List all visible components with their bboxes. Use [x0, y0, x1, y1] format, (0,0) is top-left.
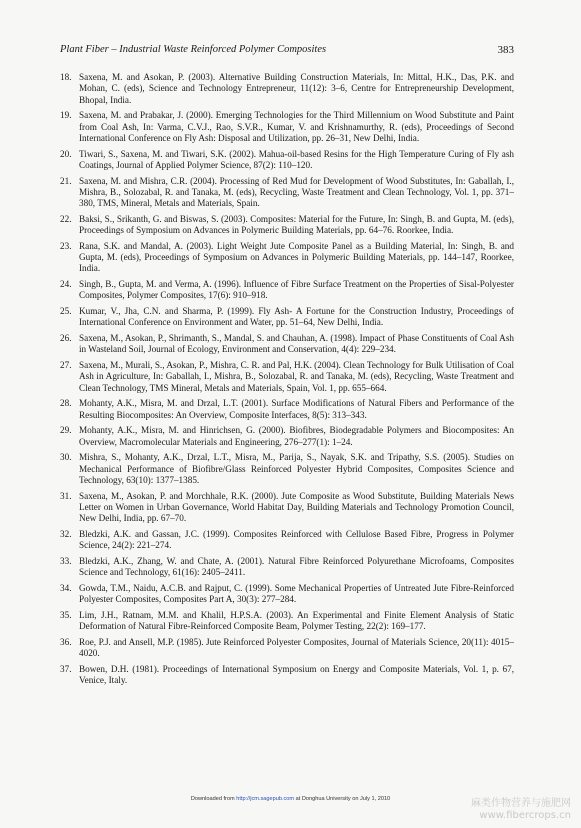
reference-number: 35. — [60, 609, 72, 620]
reference-item — [60, 306, 514, 329]
reference-number: 36. — [60, 636, 72, 647]
reference-number: 32. — [60, 528, 72, 539]
reference-text: Saxena, M., Asokan, P. and Morchhale, R.K. (2000). Jute Composite as Wood Substitute, Building Materials News Letter on Women in Urban Governance, World Habitat Day, Building Materials and Technology Promotion Council, New Delhi, India, pp. 67–70. — [79, 490, 514, 524]
reference-number: 22. — [60, 213, 72, 224]
reference-number: 30. — [60, 452, 72, 463]
reference-text: Baksi, S., Srikanth, G. and Biswas, S. (2003). Composites: Material for the Future, In: Singh, B. and Gupta, M. (eds), Proceedings of Symposium on Advances in Polymeric Building Materials, pp. 64–76. Roorkee, India. — [79, 213, 514, 236]
reference-text: Bowen, D.H. (1981). Proceedings of International Symposium on Energy and Composite Materials, Vol. 1, p. 67, Venice, Italy. — [79, 663, 514, 686]
reference-number: 23. — [60, 240, 72, 251]
footer-suffix: at Donghua University on July 1, 2010 — [295, 796, 391, 802]
reference-text: Saxena, M. and Asokan, P. (2003). Alternative Building Construction Materials, In: Mittal, H.K., Das, P.K. and Mohan, C. (eds), Science and Technology Entrepreneur, 11(12): 3–6, Centre for Entrepreneurship Development, Bhopal, India. — [79, 72, 514, 105]
reference-item — [60, 214, 514, 237]
reference-list — [60, 72, 514, 691]
reference-item — [60, 583, 514, 606]
page-number: 383 — [497, 44, 514, 56]
reference-number: 21. — [60, 175, 72, 186]
reference-item — [60, 110, 514, 144]
running-header — [60, 44, 514, 60]
reference-number: 18. — [60, 72, 72, 82]
reference-item — [60, 529, 514, 552]
reference-number: 20. — [60, 148, 72, 159]
reference-number: 33. — [60, 555, 72, 566]
reference-text: Kumar, V., Jha, C.N. and Sharma, P. (1999). Fly Ash- A Fortune for the Construction Industry, Proceedings of International Conference on Environment and Water, pp. 51–64, New Delhi, India. — [79, 306, 514, 328]
reference-item — [60, 398, 514, 421]
reference-number: 24. — [60, 279, 72, 290]
reference-number: 29. — [60, 425, 72, 436]
reference-text: Mishra, S., Mohanty, A.K., Drzal, L.T., Misra, M., Parija, S., Nayak, S.K. and Tripathy, S.S. (2005). Studies on Mechanical Performance of Biofibre/Glass Reinforced Polyester Hybrid Composites, Composites Science and Technology, 63(10): 1377–1385. — [79, 452, 514, 485]
reference-text: Tiwari, S., Saxena, M. and Tiwari, S.K. (2002). Mahua-oil-based Resins for the High Temperature Curing of Fly ash Coatings, Journal of Applied Polymer Science, 87(2): 110–120. — [79, 148, 514, 170]
reference-item — [60, 556, 514, 579]
reference-number: 37. — [60, 663, 72, 674]
reference-text: Rana, S.K. and Mandal, A. (2003). Light Weight Jute Composite Panel as a Building Material, In: Singh, B. and Gupta, M. (eds), Proceedings of Symposium on Advances in Polymeric Building Materials, pp. 144–147, Roorkee, India. — [79, 240, 514, 274]
reference-number: 28. — [60, 398, 72, 409]
reference-text: Saxena, M., Murali, S., Asokan, P., Mishra, C. R. and Pal, H.K. (2004). Clean Technology for Bulk Utilisation of Coal Ash in Agriculture, In: Gaballah, I., Mishra, B., Solozabal, R. and Tanaka, M. (eds), Recycling, Waste Treatment and Clean Technology, TMS Mineral, Metals and Materials, Spain, Vol. 1, pp. 655–664. — [79, 360, 514, 393]
reference-item — [60, 452, 514, 486]
watermark-line2: www.fibercrops.cn — [479, 810, 571, 821]
reference-text: Mohanty, A.K., Misra, M. and Drzal, L.T. (2001). Surface Modifications of Natural Fibers and Performance of the Resulting Biocomposites: An Overview, Composite Interfaces, 8(5): 313–343. — [79, 398, 514, 420]
watermark-line1: 麻类作物营养与施肥网 — [471, 798, 571, 809]
reference-text: Mohanty, A.K., Misra, M. and Hinrichsen, G. (2000). Biofibres, Biodegradable Polymers and Biocomposites: An Overview, Macromolecular Materials and Engineering, 276–277(1): 1–24. — [79, 425, 514, 447]
reference-number: 31. — [60, 490, 72, 501]
reference-text: Bledzki, A.K. and Gassan, J.C. (1999). Composites Reinforced with Cellulose Based Fibre, Progress in Polymer Science, 24(2): 221–274. — [79, 528, 514, 551]
reference-item — [60, 241, 514, 275]
reference-item — [60, 637, 514, 660]
reference-item — [60, 333, 514, 356]
reference-item — [60, 491, 514, 525]
reference-text: Gowda, T.M., Naidu, A.C.B. and Rajput, C. (1999). Some Mechanical Properties of Untreated Jute Fibre-Reinforced Polyester Composites, Composites Part A, 30(3): 277–284. — [79, 582, 514, 605]
reference-text: Saxena, M. and Mishra, C.R. (2004). Processing of Red Mud for Development of Wood Substitutes, In: Gaballah, I., Mishra, B., Solozabal, R. and Tanaka, M. (eds), Recycling, Waste Treatment and Clean Technology, Vol. 1, pp. 371–380, TMS, Mineral, Metals and Materials, Spain. — [79, 175, 514, 209]
reference-item — [60, 610, 514, 633]
footer-prefix: Downloaded from — [190, 796, 235, 802]
reference-number: 34. — [60, 582, 72, 593]
reference-number: 25. — [60, 306, 72, 317]
reference-item — [60, 149, 514, 172]
footer-link[interactable]: http://jcm.sagepub.com — [236, 796, 295, 802]
reference-text: Saxena, M. and Prabakar, J. (2000). Emerging Technologies for the Third Millennium on Wood Substitute and Paint from Coal Ash, In: Varma, C.V.J., Rao, S.V.R., Kumar, V. and Krishnamurthy, R. (eds), Proceedings of Second International Conference on Fly Ash: Disposal and Utilization, pp. 26–31, New Delhi, India. — [79, 110, 514, 143]
reference-text: Lim, J.H., Ratnam, M.M. and Khalil, H.P.S.A. (2003). An Experimental and Finite Element Analysis of Static Deformation of Natural Fibre-Reinforced Composite Beam, Polymer Testing, 22(2): 169–177. — [79, 609, 514, 632]
reference-item — [60, 664, 514, 687]
reference-number: 19. — [60, 110, 72, 121]
reference-number: 27. — [60, 360, 72, 371]
reference-number: 26. — [60, 333, 72, 344]
reference-item — [60, 279, 514, 302]
running-title: Plant Fiber – Industrial Waste Reinforced Polymer Composites — [60, 44, 327, 55]
reference-text: Bledzki, A.K., Zhang, W. and Chate, A. (2001). Natural Fibre Reinforced Polyurethane Microfoams, Composites Science and Technology, 61(16): 2405–2411. — [79, 555, 514, 578]
reference-text: Singh, B., Gupta, M. and Verma, A. (1996). Influence of Fibre Surface Treatment on the Properties of Sisal-Polyester Composites, Polymer Composites, 17(6): 910–918. — [79, 279, 514, 301]
watermark — [471, 798, 571, 822]
reference-item — [60, 176, 514, 210]
reference-text: Saxena, M., Asokan, P., Shrimanth, S., Mandal, S. and Chauhan, A. (1998). Impact of Phase Constituents of Coal Ash in Wasteland Soil, Journal of Ecology, Environment and Conservation, 4(4): 229–234. — [79, 333, 514, 355]
reference-text: Roe, P.J. and Ansell, M.P. (1985). Jute Reinforced Polyester Composites, Journal of Materials Science, 20(11): 4015–4020. — [79, 636, 514, 659]
reference-item — [60, 72, 514, 106]
reference-item — [60, 360, 514, 394]
reference-item — [60, 425, 514, 448]
